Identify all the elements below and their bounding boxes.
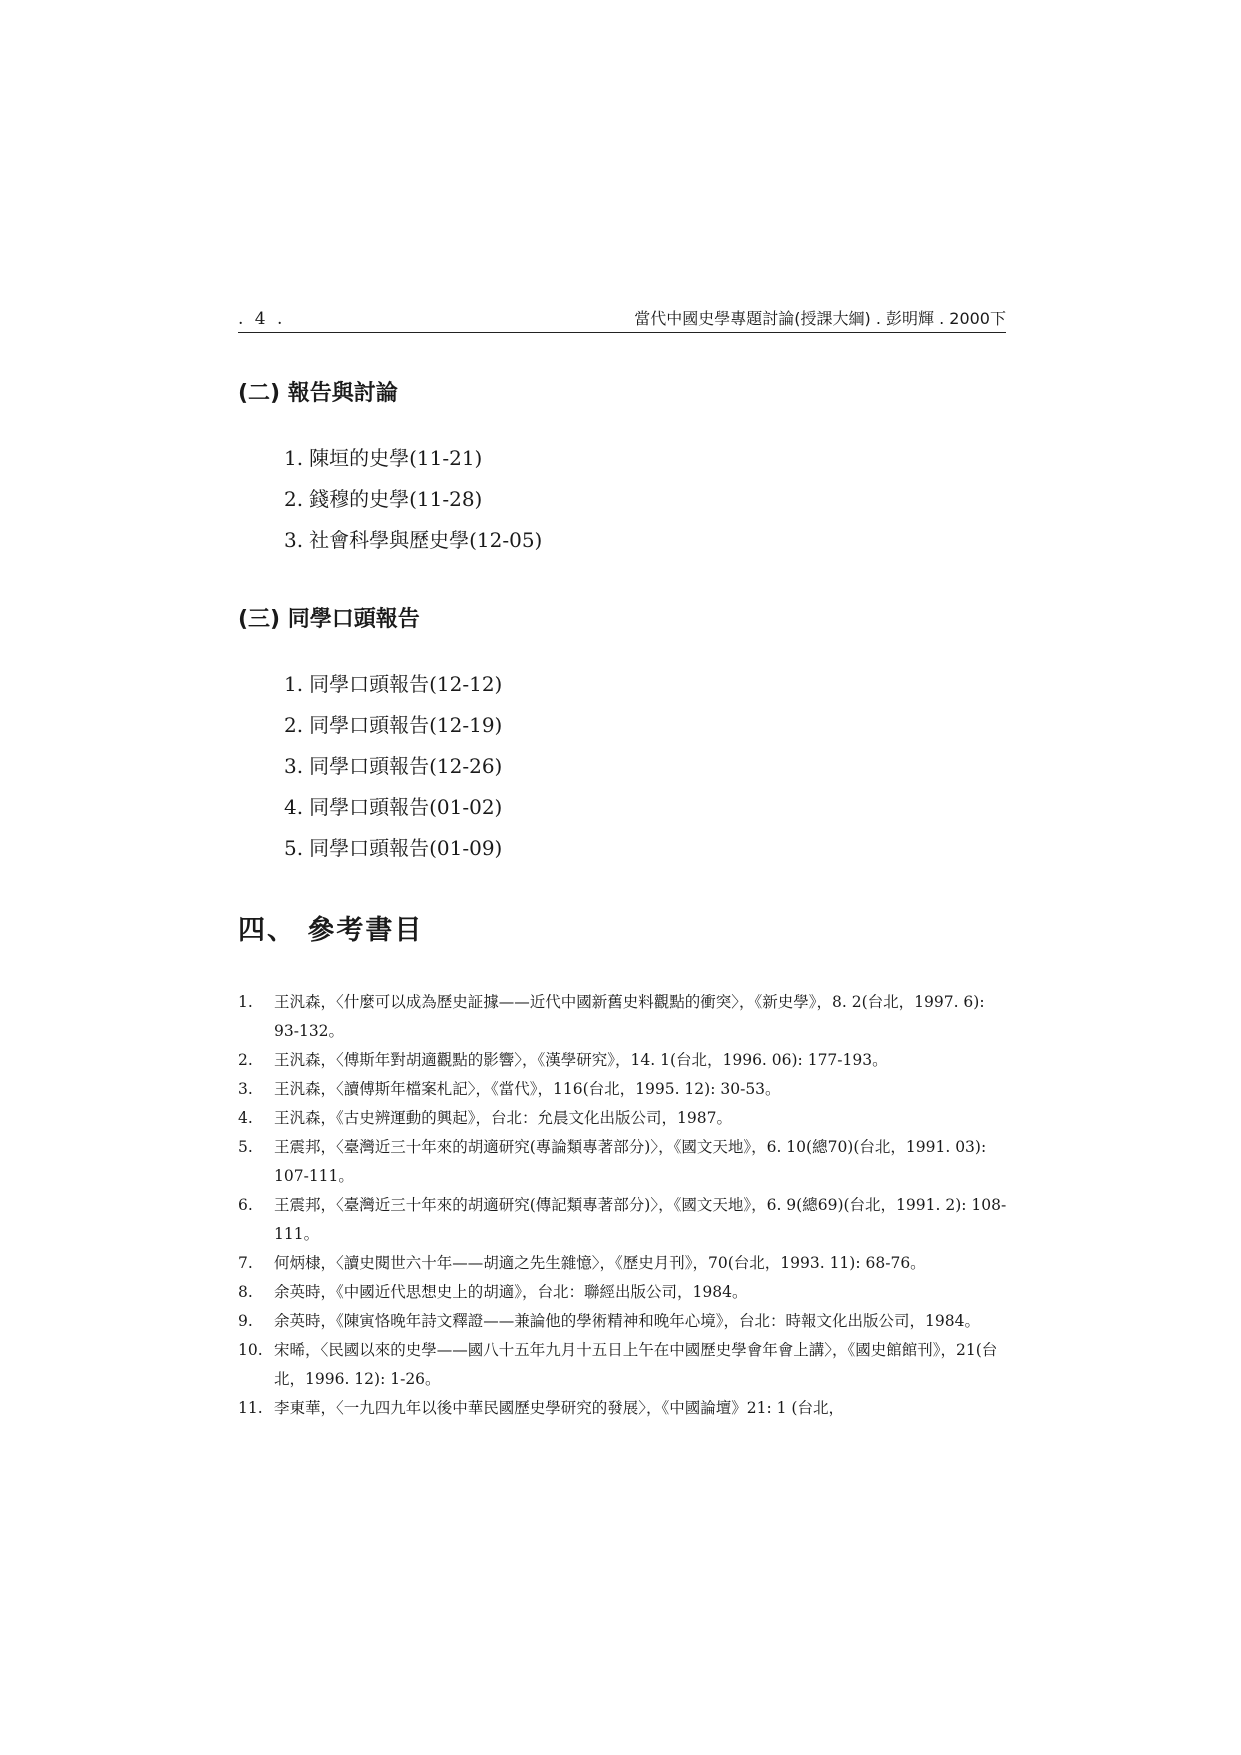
list-item: 4. 同學口頭報告(01-02): [284, 795, 503, 819]
list-item: 1. 同學口頭報告(12-12): [284, 672, 503, 696]
bibliography-entry: 6. 王震邦，〈臺灣近三十年來的胡適研究(傳記類專著部分)〉，《國文天地》，6. 9(總69)(台北，1991. 2): 108-111。: [238, 1196, 1007, 1243]
list-item: 3. 同學口頭報告(12-26): [284, 754, 503, 778]
bibliography-entry: 7. 何炳棣，〈讀史閱世六十年——胡適之先生雜憶〉，《歷史月刊》，70(台北，1993. 11): 68-76。: [238, 1254, 926, 1272]
section-three-heading: (三) 同學口頭報告: [238, 607, 420, 632]
list-item: 2. 錢穆的史學(11-28): [284, 487, 483, 511]
bibliography-entry: 9. 余英時，《陳寅恪晚年詩文釋證——兼論他的學術精神和晚年心境》，台北：時報文化出版公司，1984。: [238, 1312, 980, 1330]
bibliography-entry: 2. 王汎森，〈傅斯年對胡適觀點的影響〉，《漢學研究》，14. 1(台北，1996. 06): 177-193。: [238, 1051, 888, 1069]
page-number: . 4 .: [238, 309, 286, 329]
bibliography-entry: 8. 余英時，《中國近代思想史上的胡適》，台北：聯經出版公司，1984。: [238, 1283, 748, 1301]
list-item: 5. 同學口頭報告(01-09): [284, 836, 503, 860]
list-item: 1. 陳垣的史學(11-21): [284, 446, 483, 470]
bibliography-entry: 10. 宋晞，〈民國以來的史學——國八十五年九月十五日上午在中國歷史學會年會上講〉，《國史館館刊》，21(台北，1996. 12): 1-26。: [238, 1341, 998, 1388]
list-item: 2. 同學口頭報告(12-19): [284, 713, 503, 737]
bibliography-entry: 1. 王汎森，〈什麼可以成為歷史証據——近代中國新舊史料觀點的衝突〉，《新史學》，8. 2(台北，1997. 6): 93-132。: [238, 993, 985, 1040]
list-item: 3. 社會科學與歷史學(12-05): [284, 528, 543, 552]
document-page: [238, 308, 1007, 1417]
bibliography-entry: 4. 王汎森，《古史辨運動的興起》，台北：允晨文化出版公司，1987。: [238, 1109, 732, 1127]
section-two-heading: (二) 報告與討論: [238, 381, 398, 406]
bibliography-entry: 11. 李東華，〈一九四九年以後中華民國歷史學研究的發展〉，《中國論壇》21: 1 (台北，: [238, 1399, 844, 1417]
bibliography-list: [238, 988, 1013, 1423]
section-three-list: [284, 664, 502, 869]
running-header: [238, 308, 1006, 333]
bibliography-heading: 四、 參考書目: [238, 915, 424, 946]
bibliography-entry: 3. 王汎森，〈讀傅斯年檔案札記〉，《當代》，116(台北，1995. 12): 30-53。: [238, 1080, 781, 1098]
course-title: 當代中國史學專題討論(授課大綱) . 彭明輝 . 2000下: [634, 309, 1006, 328]
bibliography-entry: 5. 王震邦，〈臺灣近三十年來的胡適研究(專論類專著部分)〉，《國文天地》，6. 10(總70)(台北，1991. 03): 107-111。: [238, 1138, 987, 1185]
section-two-list: [284, 438, 542, 561]
